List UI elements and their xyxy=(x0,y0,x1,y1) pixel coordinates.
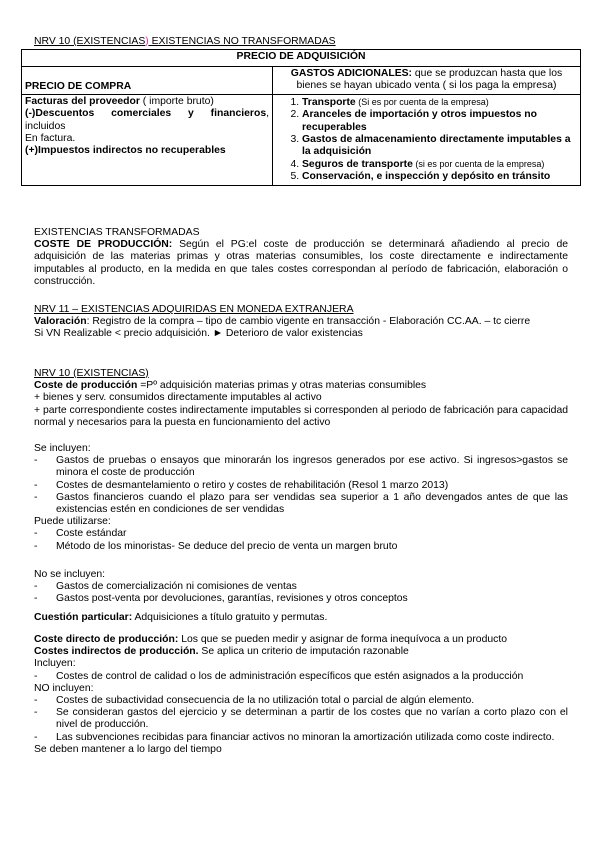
section-nrv11 xyxy=(34,304,568,341)
header-bold: GASTOS ADICIONALES: xyxy=(290,68,413,79)
left-bold: Facturas del proveedor xyxy=(25,96,140,108)
paragraph-text: Adquisiciones a título gratuito y permutas. xyxy=(132,612,328,623)
item-bold: Gastos de almacenamiento directamente imputables a la adquisición xyxy=(302,133,571,158)
heading-nrv10-no-transformadas xyxy=(34,36,336,48)
paragraph-text: Según el PG:el coste de producción se determinará añadiendo al precio de adquisición de las materias primas y otras materias consumibles, los coste directamente e indirectamente imputables al producto, en la medida en que tales costes correspondan al período de fabricación, elaboración o construcción. xyxy=(34,239,569,287)
item-bold: Conservación, e inspección y depósito en tránsito xyxy=(302,171,551,183)
paragraph: + parte correspondiente costes indirectamente imputables si corresponden al periodo de fabricación para capacidad normal y necesarios para la puesta en funcionamiento del activo xyxy=(34,404,568,428)
item-rest: (Si es por cuenta de la empresa) xyxy=(355,97,489,108)
list-item: - Método de los minoristas- Se deduce del precio de venta un margen bruto xyxy=(34,541,568,553)
gastos-list xyxy=(276,96,577,183)
paragraph xyxy=(34,646,568,658)
section-transformadas xyxy=(34,227,568,288)
dash-list xyxy=(34,455,568,516)
section-title: Incluyen: xyxy=(34,658,76,670)
list-item: - Coste estándar xyxy=(34,528,568,540)
list-item xyxy=(302,158,577,171)
item-rest: (si es por cuenta de la empresa) xyxy=(412,159,545,170)
paragraph-text: : Registro de la compra – tipo de cambio vigente en transacción - Elaboración CC.AA. – tc cierre xyxy=(86,316,531,328)
paragraph: Si VN Realizable < precio adquisición. ► Deterioro de valor existencias xyxy=(34,328,363,340)
footer-line: Se deben mantener a lo largo del tiempo xyxy=(34,743,222,755)
heading-part: ) xyxy=(145,36,149,47)
list-item: - Gastos post-venta por devoluciones, garantías, revisiones y otros conceptos xyxy=(34,593,568,605)
left-rest: , incluidos xyxy=(25,108,269,132)
heading-part: NRV 10 (EXISTENCIAS xyxy=(34,36,146,47)
gastos-adicionales-header xyxy=(273,67,581,95)
dash-list xyxy=(34,581,568,605)
left-rest: ( importe bruto) xyxy=(139,96,214,108)
section-nrv10 xyxy=(34,368,568,429)
section-se-incluyen xyxy=(34,443,568,553)
precio-compra-cell xyxy=(22,95,273,185)
list-item: - Costes de subactividad consecuencia de la no utilización total o parcial de algún elemento. xyxy=(34,695,568,707)
list-item: - Gastos de comercialización ni comisiones de ventas xyxy=(34,581,568,593)
left-line xyxy=(25,145,269,157)
list-item xyxy=(302,134,577,158)
paragraph xyxy=(34,380,568,392)
paragraph xyxy=(34,634,568,646)
paragraph xyxy=(34,239,568,288)
paragraph-text: =Pº adquisición materias primas y otras materias consumibles xyxy=(137,380,427,392)
item-bold: Aranceles de importación y otros impuestos no recuperables xyxy=(302,109,537,133)
section-title: NRV 10 (EXISTENCIAS) xyxy=(34,368,149,379)
section-no-se-incluyen xyxy=(34,569,568,606)
section-title: NO incluyen: xyxy=(34,682,94,694)
section-title: Puede utilizarse: xyxy=(34,516,111,528)
list-item xyxy=(302,171,577,183)
paragraph: + bienes y serv. consumidos directamente imputables al activo xyxy=(34,392,322,404)
list-item xyxy=(302,96,577,109)
section-title: EXISTENCIAS TRANSFORMADAS xyxy=(34,227,200,238)
dash-list xyxy=(34,671,568,683)
list-item: - Se consideran gastos del ejercicio y se determinan a partir de los costes que no varían a corto plazo con el nivel de producción. xyxy=(34,707,568,731)
paragraph-label: Coste directo de producción: xyxy=(34,634,179,645)
section-costes xyxy=(34,634,568,756)
paragraph xyxy=(34,316,568,328)
list-item: - Costes de control de calidad o los de administración específicos que estén asignados a la producción xyxy=(34,671,568,683)
heading-part: EXISTENCIAS NO TRANSFORMADAS xyxy=(148,36,336,47)
paragraph-label: Costes indirectos de producción. xyxy=(34,646,199,658)
item-bold: Seguros de transporte xyxy=(302,159,413,171)
left-rest: En factura. xyxy=(25,132,76,144)
section-title: No se incluyen: xyxy=(34,569,106,580)
list-item: - Gastos de pruebas o ensayos que minorarán los ingresos generados por ese activo. Si ingresos>gastos se minora el coste de producción xyxy=(34,455,568,479)
dash-list xyxy=(34,695,568,744)
table-title: PRECIO DE ADQUISICIÓN xyxy=(22,50,581,67)
paragraph-text: Se aplica un criterio de imputación razonable xyxy=(198,646,409,658)
left-line xyxy=(25,96,269,108)
paragraph-label: Cuestión particular: xyxy=(34,612,133,623)
left-line xyxy=(25,108,269,132)
paragraph-label: Coste de producción xyxy=(34,380,138,392)
paragraph-text: Los que se pueden medir y asignar de forma inequívoca a un producto xyxy=(178,634,507,645)
list-item xyxy=(302,109,577,133)
precio-compra-header: PRECIO DE COMPRA xyxy=(22,67,273,95)
left-bold: (-)Descuentos comerciales y financieros xyxy=(25,108,267,120)
gastos-adicionales-cell xyxy=(273,95,581,185)
dash-list xyxy=(34,528,568,552)
cuestion-particular xyxy=(34,612,568,624)
list-item: - Gastos financieros cuando el plazo para ser vendidas sea superior a 1 año devengados antes de que las existencias estén en condiciones de ser vendidas xyxy=(34,492,568,516)
section-title: NRV 11 – EXISTENCIAS ADQUIRIDAS EN MONEDA EXTRANJERA xyxy=(34,304,354,315)
header-rest: que se produzcan hasta que los bienes se hayan ubicado venta ( si los paga la empresa) xyxy=(296,68,563,92)
paragraph-label: COSTE DE PRODUCCIÓN: xyxy=(34,239,173,251)
list-item: - Costes de desmantelamiento o retiro y costes de rehabilitación (Resol 1 marzo 2013) xyxy=(34,480,568,492)
item-bold: Transporte xyxy=(302,97,356,109)
paragraph-label: Valoración xyxy=(34,316,87,328)
precio-adquisicion-table xyxy=(21,49,581,186)
list-item: - Las subvenciones recibidas para financiar activos no minoran la amortización utilizada como coste indirecto. xyxy=(34,732,568,744)
left-bold: (+)Impuestos indirectos no recuperables xyxy=(25,145,226,157)
section-title: Se incluyen: xyxy=(34,443,91,454)
left-line xyxy=(25,133,269,145)
